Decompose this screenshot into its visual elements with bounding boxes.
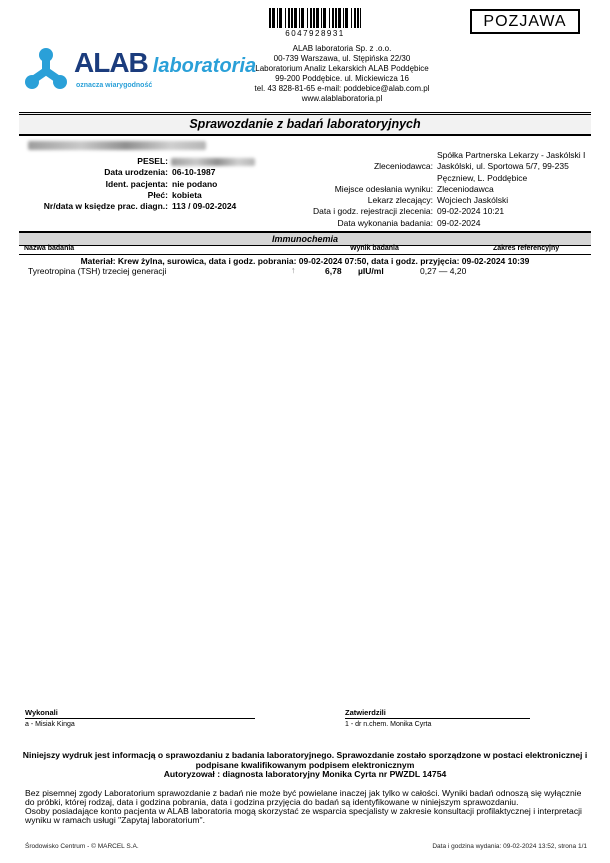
address-line: tel. 43 828-81-65 e-mail: poddebice@alab.com.pl <box>254 84 430 93</box>
field-value: 09-02-2024 10:21 <box>437 206 505 217</box>
test-name: Tyreotropina (TSH) trzeciej generacji <box>28 266 167 276</box>
performed-by-header: Wykonali <box>25 708 255 719</box>
page-footer <box>25 843 587 850</box>
field-label: Data wykonania badania: <box>337 217 433 228</box>
address-line: Laboratorium Analiz Lekarskich ALAB Poddębice <box>255 64 429 73</box>
lab-address <box>218 44 466 104</box>
column-header-test-name: Nazwa badania <box>24 245 75 252</box>
pozjawa-stamp <box>470 9 580 34</box>
column-header-result: Wynik badania <box>350 245 399 252</box>
logo-suffix: laboratoria <box>152 55 257 77</box>
field-value: 09-02-2024 <box>437 217 481 228</box>
barcode-number: 6047928931 <box>285 29 345 38</box>
patient-field-register <box>25 201 305 212</box>
patient-field-sex <box>25 190 305 201</box>
footer-issue-datetime-page: Data i godzina wydania: 09-02-2024 13:52, strona 1/1 <box>432 843 587 850</box>
legal-paragraphs <box>25 789 587 825</box>
address-line: 99-200 Poddębice. ul. Mickiewicza 16 <box>275 74 409 83</box>
result-unit: µIU/ml <box>358 266 384 276</box>
field-label: Płeć: <box>147 189 168 200</box>
redacted-patient-name <box>28 141 206 150</box>
patient-field-ident <box>25 179 305 190</box>
order-field-registration-datetime <box>300 206 592 217</box>
patient-info <box>25 156 305 212</box>
field-value: kobieta <box>172 189 202 200</box>
consultation-service-paragraph: Osoby posiadające konto pacjenta w ALAB laboratoria mogą skorzystać ze wsparcia specjalisty w zakresie konsultacji profilaktycznej i interpretacji wyniku w ramach usługi "Zapytaj laboratorium". <box>25 806 582 825</box>
column-header-reference-range: Zakres referencyjny <box>493 245 560 252</box>
address-line: www.alablaboratoria.pl <box>301 94 383 103</box>
report-title: Sprawozdanie z badań laboratoryjnych <box>19 112 591 136</box>
logo-tagline: oznacza wiarygodność <box>76 82 153 89</box>
approved-by-block <box>345 708 530 728</box>
footer-system-info: Środowisko Centrum - © MARCEL S.A. <box>25 843 139 850</box>
results-column-headers <box>19 245 591 255</box>
field-label: Data urodzenia: <box>104 167 168 178</box>
field-value: Spółka Partnerska Lekarzy - Jaskólski I Jaskólski, ul. Sportowa 5/7, 99-235 Pęczniew, L. Poddębice <box>437 150 586 183</box>
reference-range: 0,27 — 4,20 <box>420 266 467 276</box>
field-label: Data i godz. rejestracji zlecenia: <box>312 206 433 217</box>
address-line: ALAB laboratoria Sp. z .o.o. <box>292 44 392 53</box>
field-label: Ident. pacjenta: <box>105 178 168 189</box>
field-value: 113 / 09-02-2024 <box>172 201 237 212</box>
field-value: 06-10-1987 <box>172 167 216 178</box>
order-field-exam-date <box>300 218 592 229</box>
barcode-icon <box>269 8 361 28</box>
order-field-client <box>300 150 592 184</box>
field-label: Miejsce odesłania wyniku: <box>334 183 433 194</box>
high-flag-up-arrow-icon: ↑ <box>291 265 296 275</box>
patient-field-pesel <box>25 156 305 167</box>
order-field-doctor <box>300 195 592 206</box>
approved-by-header: Zatwierdzili <box>345 708 530 719</box>
field-value: nie podano <box>172 178 218 189</box>
field-label: Zleceniodawca: <box>373 161 433 172</box>
performed-by-entry: a - Misiak Kinga <box>25 721 75 728</box>
approved-by-entry: 1 - dr n.chem. Monika Cyrta <box>345 721 432 728</box>
order-field-return-place <box>300 184 592 195</box>
legal-notice-bold <box>20 751 590 780</box>
result-row <box>28 266 590 277</box>
authorization-line: Autoryzował : diagnosta laboratoryjny Monika Cyrta nr PWZDL 14754 <box>163 769 447 780</box>
copy-restriction-paragraph: Bez pisemnej zgody Laboratorium sprawozdanie z badań nie może być powielane inaczej jak tylko w całości. Wyniki badań odnoszą się wyłącznie do próbki, której rodzaj, data i godzina pobrania, data i godzina przyjęcia do badań są identyfikowane w niniejszym sprawozdaniu. <box>25 788 582 807</box>
order-info <box>300 150 592 229</box>
performed-by-block <box>25 708 255 728</box>
result-value: 6,78 <box>325 266 342 276</box>
field-value: Wojciech Jaskólski <box>437 195 509 206</box>
address-line: 00-739 Warszawa, ul. Stępińska 22/30 <box>273 54 411 63</box>
results-section-header: Immunochemia <box>19 231 591 246</box>
patient-field-birthdate <box>25 167 305 178</box>
field-value: Zleceniodawca <box>437 183 494 194</box>
alab-logo-icon <box>24 46 68 92</box>
field-label: Lekarz zlecający: <box>367 195 433 206</box>
field-label: Nr/data w księdze prac. diagn.: <box>43 201 168 212</box>
material-row: Materiał: Krew żylna, surowica, data i godz. pobrania: 09-02-2024 07:50, data i godz. przyjęcia: 09-02-2024 10:39 <box>80 256 530 266</box>
order-barcode <box>266 8 364 38</box>
stamp-label: POZJAWA <box>483 12 567 30</box>
electronic-report-statement: Niniejszy wydruk jest informacją o sprawozdaniu z badania laboratoryjnego. Sprawozdanie zostało sporządzone w postaci elektronicznej i podpisane kwalifikowanym podpisem elektronicznym <box>22 750 588 770</box>
logo-name: ALAB <box>74 47 148 78</box>
field-label: PESEL: <box>137 156 168 166</box>
